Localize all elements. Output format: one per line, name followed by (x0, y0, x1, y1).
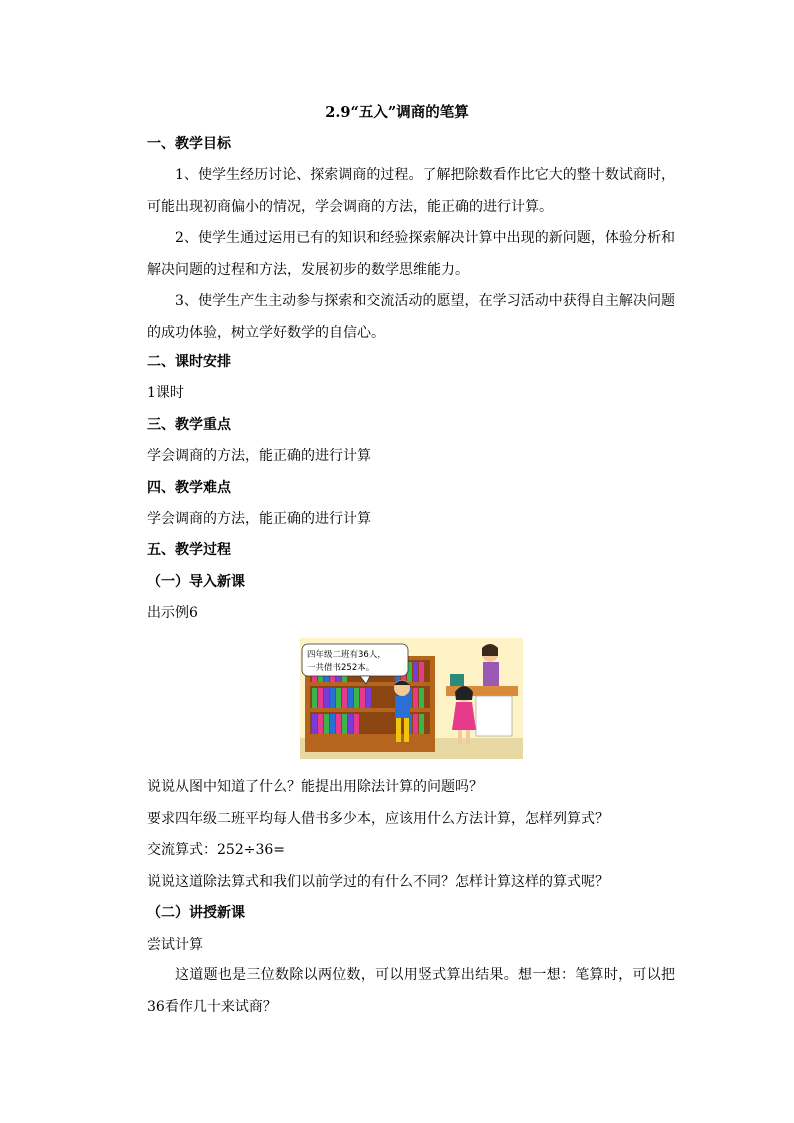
teacher-figure (482, 644, 499, 686)
heading-goals: 一、教学目标 (147, 136, 231, 152)
heading-key-points: 三、教学重点 (147, 417, 231, 433)
example-label: 出示例6 (147, 605, 198, 621)
heading-intro-lesson: （一）导入新课 (147, 574, 245, 590)
page-title: 2.9“五入”调商的笔算 (325, 104, 469, 121)
goal-item-1: 1、使学生经历讨论、探索调商的过程。了解把除数看作比它大的整十数试商时，可能出现初商偏小的情况，学会调商的方法，能正确的进行计算。 (147, 167, 675, 215)
heading-schedule: 二、课时安排 (147, 354, 231, 370)
heading-process: 五、教学过程 (147, 542, 231, 558)
key-points-text: 学会调商的方法，能正确的进行计算 (147, 448, 371, 464)
question-2: 要求四年级二班平均每人借书多少本，应该用什么方法计算，怎样列算式？ (147, 811, 609, 827)
formula-line: 交流算式：252÷36= (147, 842, 285, 858)
bubble-line-2: 一共借书252本。 (307, 663, 375, 673)
question-4: 说说这道除法算式和我们以前学过的有什么不同？怎样计算这样的算式呢？ (147, 874, 609, 890)
explanation-paragraph: 这道题也是三位数除以两位数，可以用竖式算出结果。想一想：笔算时，可以把36看作几十来试商？ (147, 967, 675, 1015)
difficulties-text: 学会调商的方法，能正确的进行计算 (147, 511, 371, 527)
library-illustration (300, 638, 523, 759)
bubble-line-1: 四年级二班有36人， (307, 650, 386, 660)
goal-item-2: 2、使学生通过运用已有的知识和经验探索解决计算中出现的新问题，体验分析和解决问题的过程和方法，发展初步的数学思维能力。 (147, 230, 675, 278)
try-calc-label: 尝试计算 (147, 937, 203, 953)
question-1: 说说从图中知道了什么？能提出用除法计算的问题吗？ (147, 779, 483, 795)
heading-difficulties: 四、教学难点 (147, 480, 231, 496)
schedule-text: 1课时 (147, 385, 184, 401)
goal-item-3: 3、使学生产生主动参与探索和交流活动的愿望，在学习活动中获得自主解决问题的成功体验，树立学好数学的自信心。 (147, 293, 675, 341)
heading-new-lesson: （二）讲授新课 (147, 905, 245, 921)
